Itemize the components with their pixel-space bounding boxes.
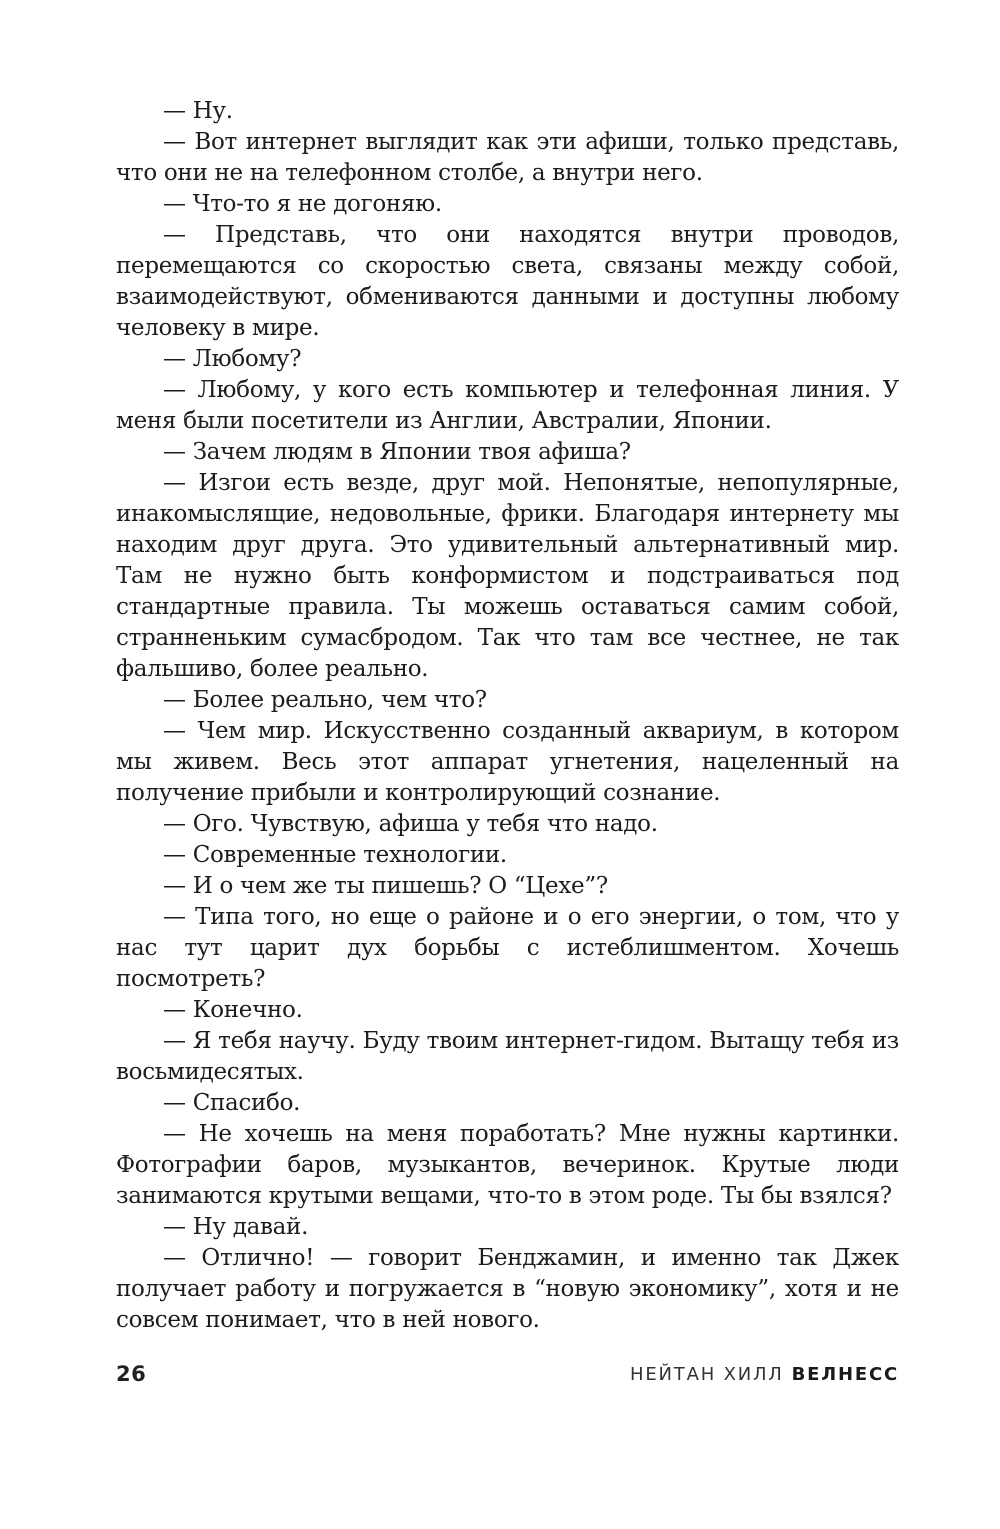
- paragraph: — Я тебя научу. Буду твоим интернет-гидом. Вытащу тебя из восьмидесятых.: [116, 1028, 899, 1085]
- paragraph: — Ну давай.: [163, 1214, 309, 1240]
- paragraph: — Чем мир. Искусственно созданный аквариум, в котором мы живем. Весь этот аппарат угнетения, нацеленный на получение прибыли и контролирующий сознание.: [116, 718, 899, 806]
- paragraph: — Современные технологии.: [163, 842, 507, 868]
- paragraph: — Спасибо.: [163, 1090, 301, 1116]
- running-head: [630, 1364, 899, 1385]
- paragraph: — Любому, у кого есть компьютер и телефонная линия. У меня были посетители из Англии, Австралии, Японии.: [116, 377, 899, 434]
- paragraph: — Представь, что они находятся внутри проводов, перемещаются со скоростью света, связаны между собой, взаимодействуют, обмениваются данными и доступны любому человеку в мире.: [116, 222, 899, 341]
- paragraph: — Ну.: [163, 98, 233, 124]
- paragraph: — Любому?: [163, 346, 302, 372]
- paragraph: — Что-то я не догоняю.: [163, 191, 442, 217]
- paragraph: — Изгои есть везде, друг мой. Непонятые, непопулярные, инакомыслящие, недовольные, фрики. Благодаря интернету мы находим друг друга. Это удивительный альтернативный мир. Там не нужно быть конформистом и подстраиваться под стандартные правила. Ты можешь оставаться самим собой, странненьким сумасбродом. Так что там все честнее, не так фальшиво, более реально.: [116, 470, 899, 682]
- paragraph: — Зачем людям в Японии твоя афиша?: [163, 439, 631, 465]
- book-title: ВЕЛНЕСС: [791, 1364, 899, 1385]
- paragraph: — И о чем же ты пишешь? О “Цехе”?: [163, 873, 608, 899]
- page-number: 26: [116, 1362, 147, 1386]
- body-text: [116, 96, 899, 1336]
- paragraph: — Отлично! — говорит Бенджамин, и именно так Джек получает работу и погружается в “новую экономику”, хотя и не совсем понимает, что в ней нового.: [116, 1245, 899, 1333]
- paragraph: — Типа того, но еще о районе и о его энергии, о том, что у нас тут царит дух борьбы с истеблишментом. Хочешь посмотреть?: [116, 904, 899, 992]
- page-footer: [116, 1362, 899, 1392]
- paragraph: — Не хочешь на меня поработать? Мне нужны картинки. Фотографии баров, музыкантов, вечеринок. Крутые люди занимаются крутыми вещами, что-то в этом роде. Ты бы взялся?: [116, 1121, 899, 1209]
- paragraph: — Вот интернет выглядит как эти афиши, только представь, что они не на телефонном столбе, а внутри него.: [116, 129, 899, 186]
- paragraph: — Ого. Чувствую, афиша у тебя что надо.: [163, 811, 658, 837]
- paragraph: — Более реально, чем что?: [163, 687, 487, 713]
- author-name: НЕЙТАН ХИЛЛ: [630, 1364, 784, 1385]
- paragraph: — Конечно.: [163, 997, 303, 1023]
